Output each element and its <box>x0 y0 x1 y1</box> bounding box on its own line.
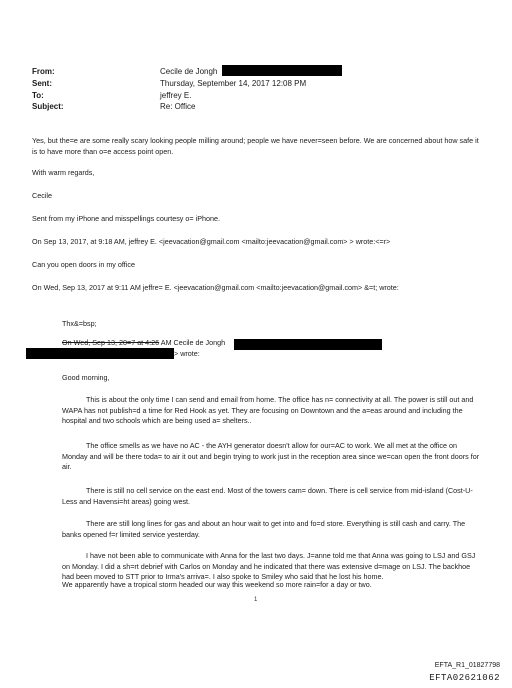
to-label: To: <box>32 91 44 100</box>
body-paragraph: Sent from my iPhone and misspellings courtesy o= iPhone. <box>32 214 220 223</box>
sent-value: Thursday, September 14, 2017 12:08 PM <box>160 79 307 88</box>
to-value: jeffrey E. <box>160 91 192 100</box>
from-label: From: <box>32 67 55 76</box>
body-paragraph: The office smells as we have no AC - the AYH generator doesn't allow for our=AC to work. We all met at the office on Monday and will be there toda= to air it out and begin trying to work just in the reception area since we=can open the front doors for air. <box>62 441 480 471</box>
body-paragraph: Can you open doors in my office <box>32 260 135 269</box>
subject-value: Re: Office <box>160 102 196 111</box>
header-subject-row <box>32 102 492 114</box>
bates-number-primary: EFTA_R1_01827798 <box>434 662 500 669</box>
body-paragraph: Cecile <box>32 191 52 200</box>
body-paragraph: This is about the only time I can send and email from home. The office has n= connectivity at all. The power is still out and WAPA has not publish=d a time for Red Hook as yet. They are focusing on Downtown and the a=eas around and including the hospital and two schools which are being used a= shelters.. <box>62 395 474 425</box>
body-paragraph: I have not been able to communicate with Anna for the last two days. J=anne told me that Anna was going to LSJ and GSJ on Monday. I did a sh=rt debrief with Carlos on Monday and he indicated that there was extensive d=mage on LSJ. The backhoe had been moved to STT prior to Irma's arriva=. I also spoke to Smiley who said that he lost his home. <box>62 551 476 581</box>
body-paragraph: Thx&=bsp; <box>62 319 97 328</box>
page-number: 1 <box>254 597 258 603</box>
quote-date-struck: On Wed, Sep 13, 20=7 at 4:26 <box>62 338 160 347</box>
body-paragraph: We apparently have a tropical storm headed our way this weekend so more rain=for a day or two. <box>62 580 372 589</box>
body-paragraph: Good morning, <box>62 373 110 382</box>
subject-label: Subject: <box>32 102 64 111</box>
quote-date-rest: AM Cecile de Jongh <box>159 338 226 347</box>
body-paragraph: There are still long lines for gas and about an hour wait to get into and fo=d store. Everything is still cash and carry. The banks opened f=r limited service yesterday. <box>62 519 466 539</box>
from-value: Cecile de Jongh <box>160 67 218 76</box>
redaction-bar <box>26 348 174 359</box>
body-paragraph: On Sep 13, 2017, at 9:18 AM, jeffrey E. <jeevacation@gmail.com <mailto:jeevacation@gmail.com> > wrote:<=r> <box>32 237 391 246</box>
redaction-bar <box>222 65 342 76</box>
bates-number-secondary: EFTA02621062 <box>429 673 500 683</box>
body-paragraph: There is still no cell service on the east end. Most of the towers cam= down. There is cell service from mid-island (Cost-U-Less and Havensi=ht areas) going west. <box>62 486 473 506</box>
body-paragraph: With warm regards, <box>32 168 95 177</box>
header-sent-row <box>32 79 492 91</box>
quote-wrote: > wrote: <box>174 349 200 358</box>
body-paragraph: Yes, but the=e are some really scary looking people milling around; people we have never=seen before. We are concerned about how safe it is to have more than o=e access point open. <box>32 136 479 156</box>
sent-label: Sent: <box>32 79 52 88</box>
body-paragraph: On Wed, Sep 13, 2017 at 9:11 AM jeffre= E. <jeevacation@gmail.com <mailto:jeevacation@gmail.com> &=t; wrote: <box>32 283 399 292</box>
